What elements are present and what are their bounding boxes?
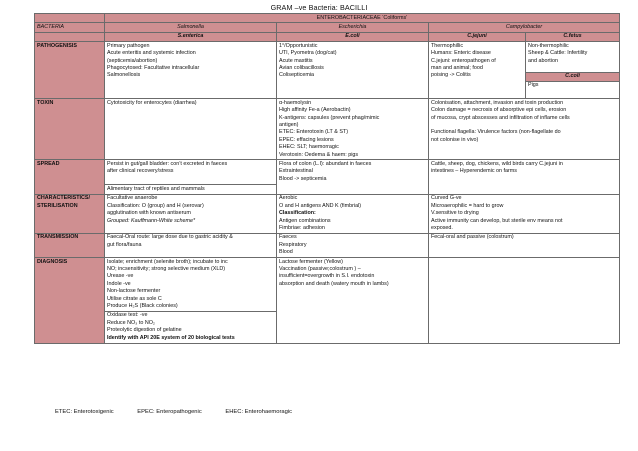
bacteria-column-header: BACTERIA xyxy=(35,23,105,32)
bacteria-table xyxy=(34,13,620,344)
footer-etec: ETEC: Enterotoxigenic xyxy=(55,409,114,415)
footer-abbreviations xyxy=(55,409,314,415)
genus-header-row xyxy=(35,23,620,32)
family-header-row xyxy=(35,14,620,23)
cell-ecoli: Lactose fermenter (Yellow) Vaccination (passive;colostrum ) – insufficient=overgrowth in S.I. endotoxin absorption and death (watery mouth in lambs) xyxy=(277,258,429,343)
cell-campylobacter: Colonisation, attachment, invasion and toxin production Colon damage = necrosis of absorptive epi cells, erosion of mucosa, crypt abscesses and infiltration of inflame cells Functional flagella: Virulence factors (non-flagellate do not colonise in vivo) xyxy=(429,99,620,160)
species-e-coli: E.coli xyxy=(277,32,429,41)
species-c-jejuni: C.jejuni xyxy=(429,32,526,41)
row-label: SPREAD xyxy=(35,160,105,194)
genus-campylobacter: Campylobacter xyxy=(429,23,620,32)
table-row-transmission xyxy=(35,233,620,257)
table-row-pathogenesis xyxy=(35,42,620,99)
species-header-row xyxy=(35,32,620,41)
cell-campylobacter xyxy=(429,258,620,343)
genus-escherichia: Escherichia xyxy=(277,23,429,32)
cell-salmonella: Primary pathogen Acute enteritis and systemic infection (septicemia/abortion) Phagocytosed: Facultative intracellular Salmonellosis xyxy=(105,42,277,99)
cell-ecoli: Aerobic O and H antigens AND K (fimbrial) Classification: Antigen combinations Fimbriae: adhesion xyxy=(277,194,429,233)
footer-ehec: EHEC: Enterohaemoragic xyxy=(225,409,293,415)
salmonella-diagnosis-extra: Oxidase test: -ve Reduce NO₃ to NO₂ Proteolytic digestion of gelatine Identify with API 20E system of 20 biological tests xyxy=(105,311,276,343)
row-label: DIAGNOSIS xyxy=(35,258,105,343)
cell-ecoli: Faeces Respiratory Blood xyxy=(277,233,429,257)
row-label: PATHOGENISIS xyxy=(35,42,105,99)
c-coli-host: Pigs xyxy=(528,81,539,88)
table-row-toxin xyxy=(35,99,620,160)
cell-campylobacter: Curved G-ve Microaerophilic = hard to grow V.sensitive to drying Active immunity can develop, but sterile env means not exposed. xyxy=(429,194,620,233)
row-label: CHARACTERISTICS/ STERILISATION xyxy=(35,194,105,233)
cell-ecoli: Flora of colon (L.I): abundant in faeces Extraintestinal Blood -> septicemia xyxy=(277,160,429,194)
salmonella-spread-extra: Alimentary tract of reptiles and mammals xyxy=(105,184,276,193)
cell-salmonella: Isolate; enrichment (selenite broth); incubate to inc NO; incsensitivity; strong selective medium (XLD) Urease -ve Indole -ve Non-lactose fermenter Utilise citrate as sole C Produce H₂S (Black colonies) Oxidase test: -ve Reduce NO₃ to NO₂ Proteolytic digestion of gelatine Identify with API 20E system of 20 biological tests xyxy=(105,258,277,343)
cell-salmonella: Persist in gut/gall bladder: con’t excreted in faeces after clinical recovery/stress Alimentary tract of reptiles and mammals xyxy=(105,160,277,194)
cell-campylobacter: Cattle, sheep, dog, chickens, wild birds carry C.jejuni in intestines – Hyperendemic on farms xyxy=(429,160,620,194)
species-s-enterica: S.enterica xyxy=(105,32,277,41)
cell-c-jejuni: Thermophillic Humans: Enteric disease C.jejuni: enteropathogen of man and animal; food poising -> Colitis xyxy=(429,42,526,99)
page-title: GRAM –ve Bacteria: BACILLI xyxy=(270,3,368,12)
cell-campylobacter: Fecal-oral and passive (colostrum) xyxy=(429,233,620,257)
cell-c-fetus: Non-thermophilic Sheep & Cattle: Infertility and abortion C.coli Pigs xyxy=(526,42,620,99)
cell-salmonella: Cytotoxicity for enterocytes (diarrhea) xyxy=(105,99,277,160)
row-label: TOXIN xyxy=(35,99,105,160)
cell-ecoli: α-haemolysin High affinity Fe-a (Aerobactin) K-antigens: capsules (prevent phag/mimic antigen) ETEC: Enterotoxin (LT & ST) EPEC: effacing lesions EHEC: SLT; haemorragic Verotoxin: Oedema & haem: pigs xyxy=(277,99,429,160)
table-row-diagnosis xyxy=(35,258,620,343)
footer-epec: EPEC: Enteropathogenic xyxy=(137,409,202,415)
family-name: ENTEROBACTERIACEAE ‘Coliforms’ xyxy=(105,14,620,23)
cell-salmonella: Faecal-Oral route: large dose due to gastric acidity & gut flora/fauna xyxy=(105,233,277,257)
cell-ecoli: 1°/Opportunistic UTI, Pyometra (dog/cat) Acute mastitis Avian colibacillosis Colisepticemia xyxy=(277,42,429,99)
table-row-spread xyxy=(35,160,620,194)
genus-salmonella: Salmonella xyxy=(105,23,277,32)
row-label: TRANSMISSION xyxy=(35,233,105,257)
species-c-fetus: C.fetus xyxy=(526,32,620,41)
c-coli-subheader: C.coli xyxy=(526,72,619,81)
table-row-characteristics xyxy=(35,194,620,233)
cell-salmonella: Facultative anaerobe Classification: O (group) and H (serovar) agglutination with known antiserum Grouped: Kauffmann-White scheme* xyxy=(105,194,277,233)
